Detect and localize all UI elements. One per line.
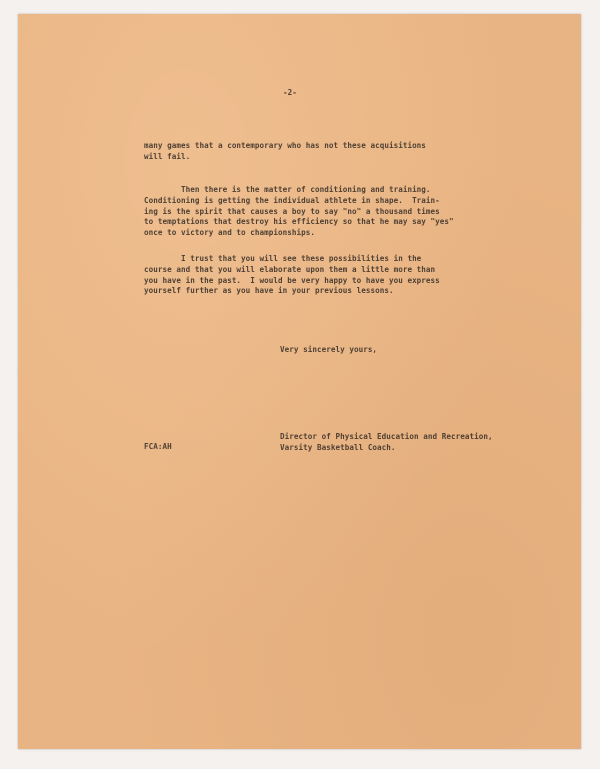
signature-title: Director of Physical Education and Recreation, Varsity Basketball Coach. [280, 432, 493, 452]
closing: Very sincerely yours, [280, 345, 378, 354]
letter-page [18, 14, 581, 749]
paragraph-1: many games that a contemporary who has not these acquisitions will fail. [144, 141, 426, 161]
page-number: -2- [283, 88, 297, 97]
paragraph-2: Then there is the matter of conditioning and training. Conditioning is getting the individual athlete in shape. Train- ing is the spirit that causes a boy to say "no" a thousand times to temptations that destroy his efficiency so that he may say "yes" once to victory and to championships. [144, 185, 454, 238]
paragraph-3: I trust that you will see these possibilities in the course and that you will elaborate upon them a little more than you have in the past. I would be very happy to have you express yourself further as you have in your previous lessons. [144, 254, 440, 296]
reference-initials: FCA:AH [144, 442, 172, 451]
